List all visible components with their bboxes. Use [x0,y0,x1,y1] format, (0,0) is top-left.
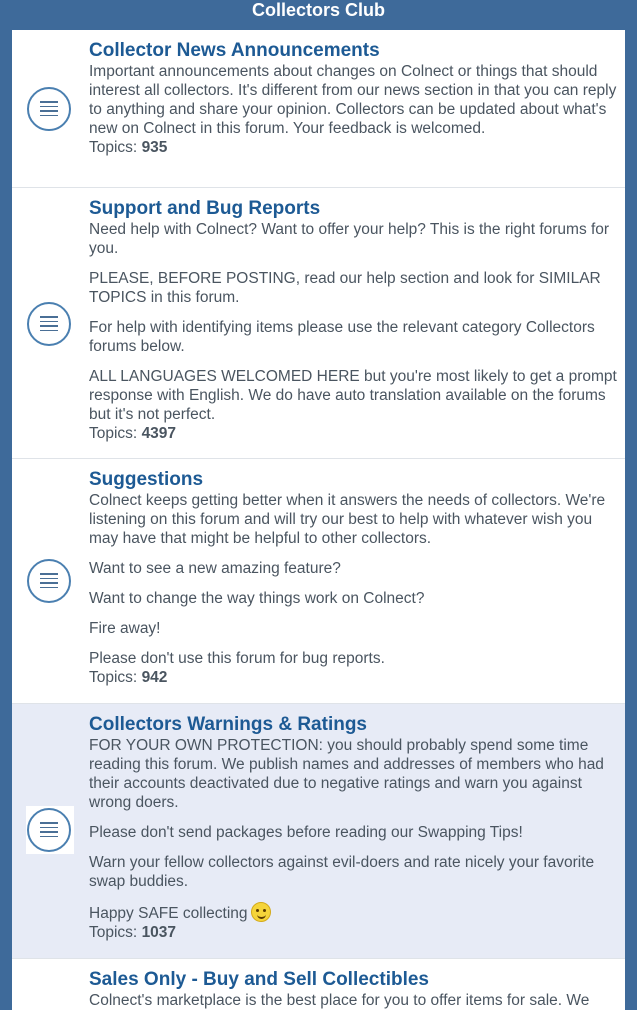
forum-title-link[interactable]: Support and Bug Reports [89,198,321,219]
forum-topics-count: Topics: 942 [89,669,168,686]
forum-icon[interactable] [27,559,71,603]
forum-description: For help with identifying items please use the relevant category Collectors forums below. [89,319,595,355]
forum-icon[interactable] [27,87,71,131]
forum-description: ALL LANGUAGES WELCOMED HERE but you're most likely to get a prompt response with English. We do have auto translation available on the forums but it's not perfect. [89,368,617,423]
forum-title-link[interactable]: Sales Only - Buy and Sell Collectibles [89,969,429,990]
forum-description: Need help with Colnect? Want to offer your help? This is the right forums for you. [89,221,610,257]
forum-topics-count: Topics: 4397 [89,425,177,442]
page-header [0,0,637,22]
forum-row-suggestions [12,459,625,704]
forum-topics-count: Topics: 1037 [89,924,177,941]
forum-row-sales-only [12,959,625,1010]
forum-icon[interactable] [27,302,71,346]
forum-description: PLEASE, BEFORE POSTING, read our help section and look for SIMILAR TOPICS in this forum. [89,270,601,306]
forum-title-link[interactable]: Suggestions [89,469,204,490]
forum-title-link[interactable]: Collector News Announcements [89,40,380,61]
forum-title-link[interactable]: Collectors Warnings & Ratings [89,714,367,735]
forum-row-collector-news [12,30,625,188]
page-title: Collectors Club [251,0,385,20]
smiley-emoji-icon [251,902,271,922]
forum-list [12,30,625,1010]
forum-description: Warn your fellow collectors against evil-doers and rate nicely your favorite swap buddies. [89,854,595,890]
forum-description: Happy SAFE collecting [89,902,617,923]
forum-description: Colnect's marketplace is the best place for you to offer items for sale. We [89,992,590,1009]
forum-description: Colnect keeps getting better when it answers the needs of collectors. We're listening on this forum and will try our best to help with whatever wish you may have that might be helpful to other collectors. [89,492,606,547]
forum-row-warnings-ratings [12,704,625,959]
forum-icon[interactable] [27,808,71,852]
forum-description: Please don't use this forum for bug reports. [89,650,385,667]
forum-description: Want to see a new amazing feature? [89,560,341,577]
forum-description: Want to change the way things work on Colnect? [89,590,425,607]
forum-topics-count: Topics: 935 [89,139,168,156]
forum-description: Please don't send packages before reading our Swapping Tips! [89,824,523,841]
forum-description: Fire away! [89,620,161,637]
forum-row-support [12,188,625,459]
forum-description: FOR YOUR OWN PROTECTION: you should probably spend some time reading this forum. We publish names and addresses of members who had their accounts deactivated due to negative ratings and warn you against wrong doers. [89,737,604,811]
forum-description: Important announcements about changes on Colnect or things that should interest all collectors. It's different from our news section in that you can reply to anything and share your opinion. Collectors can be updated about what's new on Colnect in this forum. Your feedback is welcomed. [89,63,617,137]
